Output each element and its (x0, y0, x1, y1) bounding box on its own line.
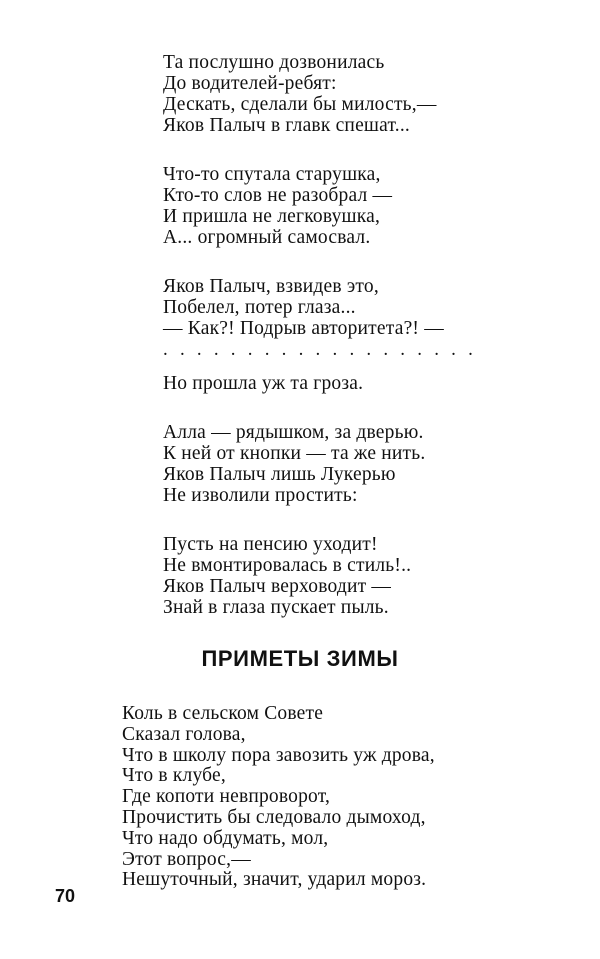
verse-line: Но прошла уж та гроза. (163, 373, 364, 394)
poem-title: ПРИМЕТЫ ЗИМЫ (201, 646, 399, 671)
verse-line: Дескать, сделали бы милость,— (163, 94, 437, 115)
stanza-2 (163, 164, 583, 248)
verse-line: К ней от кнопки — та же нить. (163, 443, 426, 464)
verse-line: Не вмонтировалась в стиль!.. (163, 555, 412, 576)
verse-line: Знай в глаза пускает пыль. (163, 597, 389, 618)
verse-line: Где копоти невпроворот, (122, 786, 331, 808)
verse-line: Нешуточный, значит, ударил мороз. (122, 869, 427, 891)
verse-line: Сказал голова, (122, 723, 246, 745)
verse-line: Побелел, потер глаза... (163, 297, 356, 318)
verse-line: Что в школу пора завозить уж дрова, (122, 744, 435, 766)
verse-line: Этот вопрос,— (122, 848, 251, 870)
verse-line: Яков Палыч лишь Лукерью (163, 464, 396, 485)
verse-line: Яков Палыч верховодит — (163, 576, 392, 597)
verse-line: До водителей-ребят: (163, 73, 337, 94)
verse-line: Коль в сельском Совете (122, 703, 324, 724)
verse-line: Не изволили простить: (163, 485, 358, 506)
verse-line: — Как?! Подрыв авторитета?! — (163, 318, 444, 339)
verse-line: Та послушно дозвонилась (163, 52, 385, 73)
stanza-3 (163, 276, 583, 360)
omission-dots: ................... (163, 339, 486, 360)
verse-line: И пришла не легковушка, (163, 206, 381, 227)
verse-line: Пусть на пенсию уходит! (163, 534, 378, 555)
verse-line: Что надо обдумать, мол, (122, 827, 329, 849)
poem-primety-zimy (122, 704, 582, 891)
verse-line: Что в клубе, (122, 765, 226, 787)
stanza-1 (163, 52, 583, 136)
verse-line: Яков Палыч в главк спешат... (163, 115, 410, 136)
verse-line: А... огромный самосвал. (163, 227, 371, 248)
stanza-5 (163, 422, 583, 506)
verse-line: Кто-то слов не разобрал — (163, 185, 393, 206)
verse-line: Прочистить бы следовало дымоход, (122, 806, 426, 828)
page-number: 70 (55, 886, 76, 906)
verse-line: Яков Палыч, взвидев это, (163, 276, 379, 297)
stanza-6 (163, 534, 583, 618)
poem-continuation (163, 52, 583, 618)
stanza-4 (163, 373, 583, 394)
verse-line: Алла — рядышком, за дверью. (163, 422, 424, 443)
verse-line: Что-то спутала старушка, (163, 164, 381, 185)
